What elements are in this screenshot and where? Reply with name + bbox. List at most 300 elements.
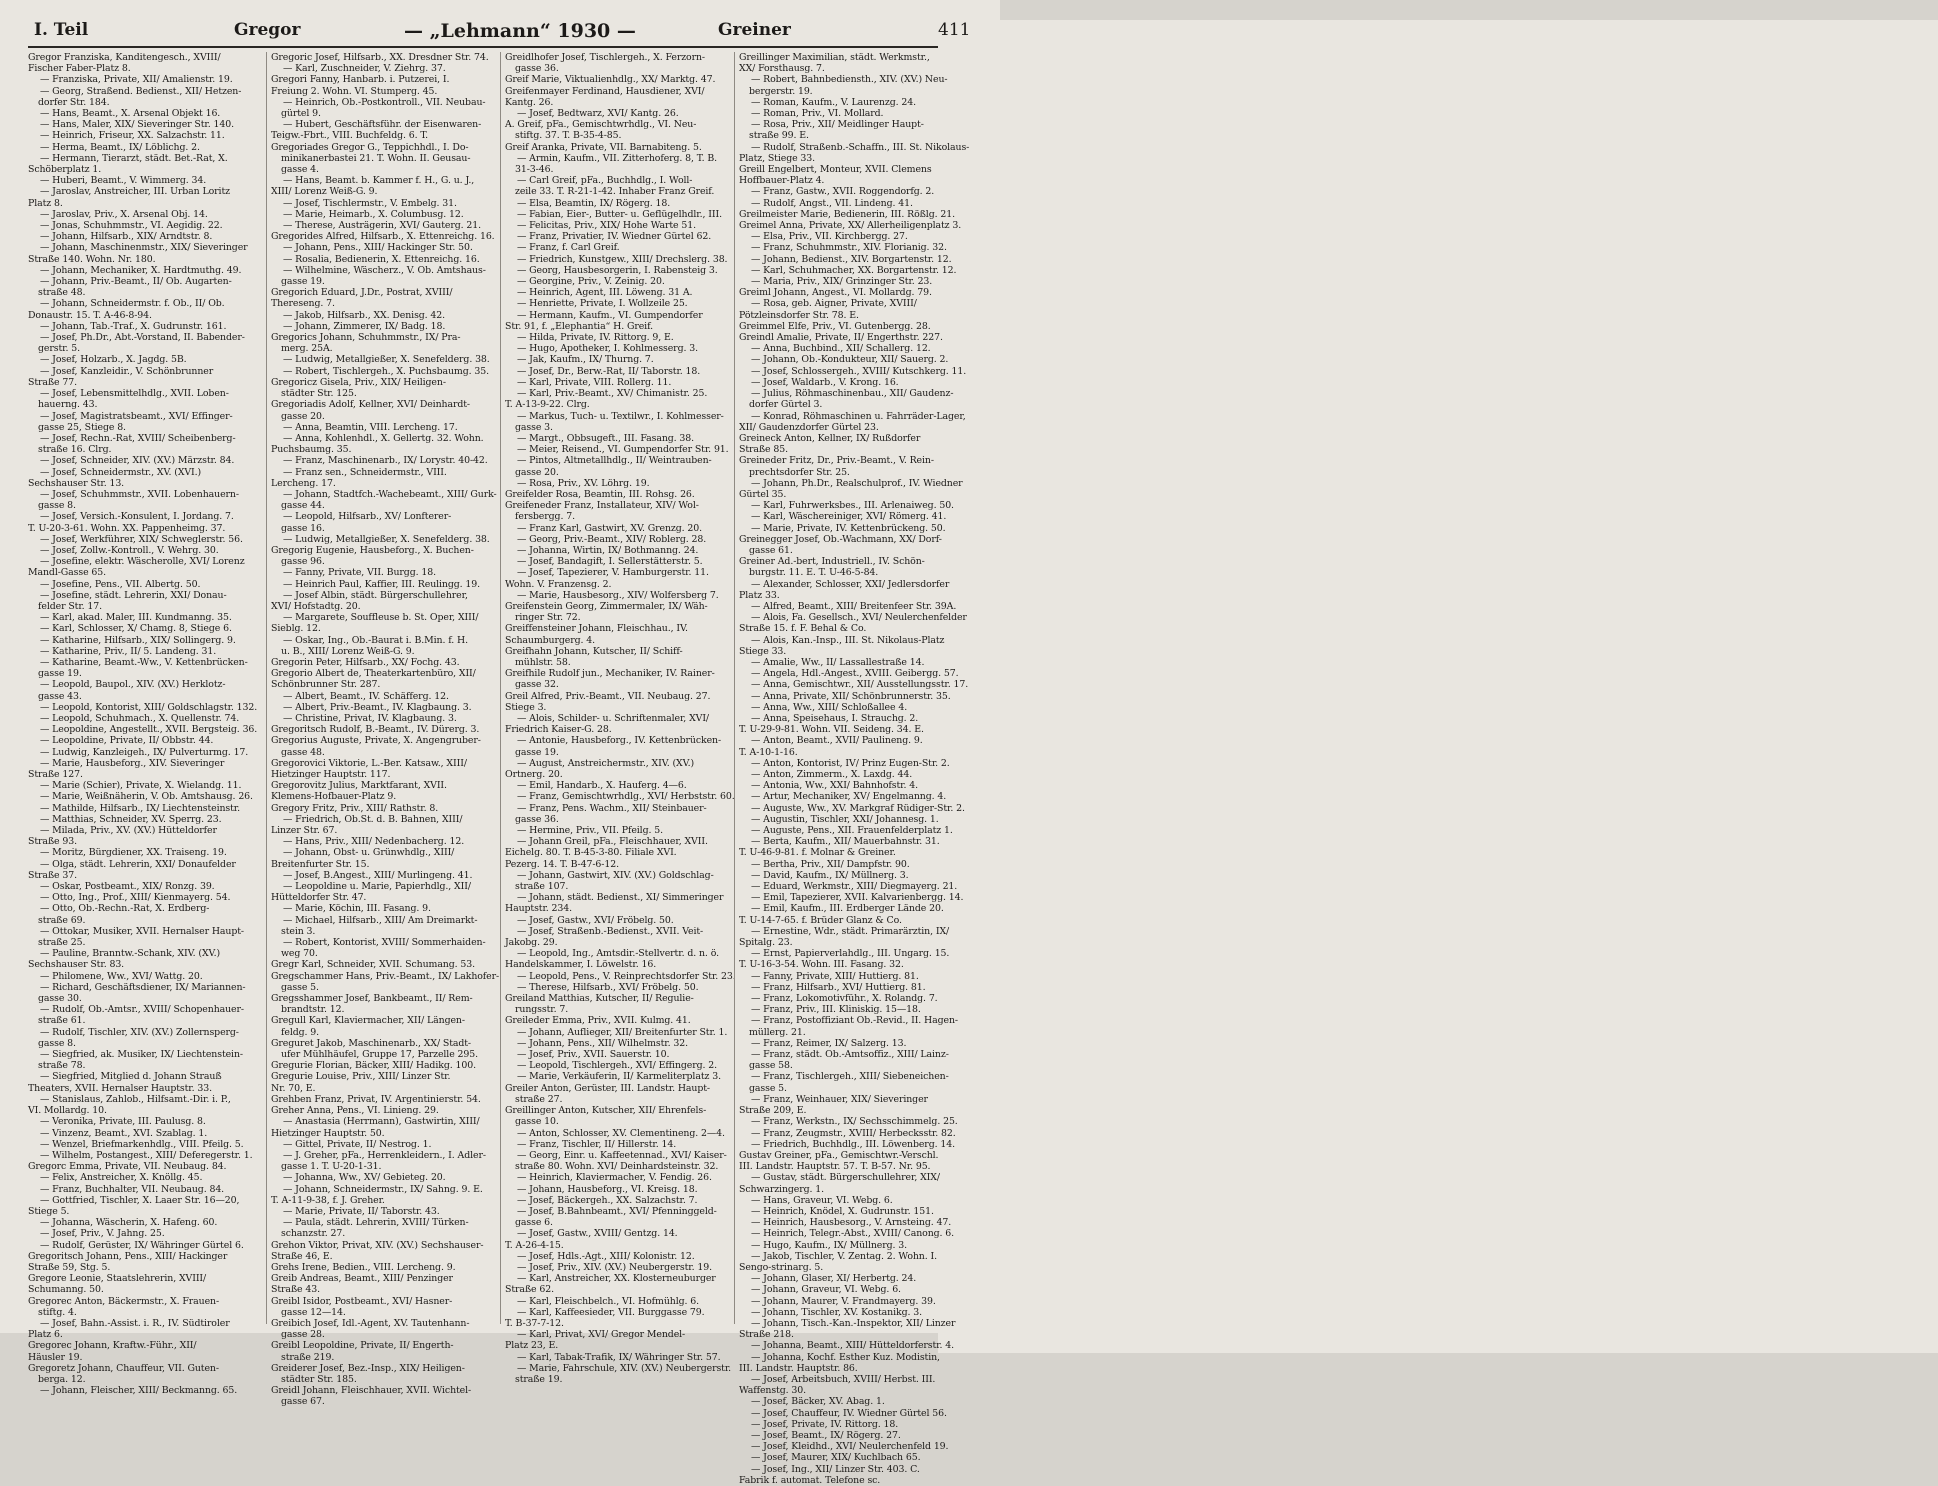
directory-entry-line: — Franz, f. Carl Greif.	[517, 242, 620, 254]
directory-entry-line: — Rudolf, Ob.-Amtsr., XVIII/ Schopenhauer-	[40, 1004, 244, 1016]
directory-entry-line: — Karl, Schlosser, X/ Chamg. 8, Stiege 6.	[40, 623, 232, 635]
directory-entry-line: — Josef, Versich.-Konsulent, I. Jordang. 7.	[40, 511, 234, 523]
directory-entry-line: gasse 25, Stiege 8.	[38, 421, 126, 433]
directory-entry-line: — Leopold, Pens., V. Reinprechtsdorfer Str. 23.	[517, 970, 736, 982]
directory-entry-line: Gregull Karl, Klaviermacher, XII/ Längen-	[271, 1015, 465, 1027]
header-publication-title: — „Lehmann“ 1930 —	[404, 20, 636, 42]
directory-entry-line: — Ludwig, Metallgießer, X. Senefelderg. 38.	[283, 354, 490, 366]
directory-entry-line: — Johann, Obst- u. Grünwhdlg., XIII/	[283, 847, 455, 859]
directory-entry-line: gasse 48.	[281, 746, 325, 758]
directory-entry-line: — Gustav, städt. Bürgerschullehrer, XIX/	[751, 1172, 940, 1184]
directory-entry-line: — Leopold, Baupol., XIV. (XV.) Herklotz-	[40, 679, 226, 691]
directory-entry-line: Gregorovitz Julius, Marktfarant, XVII.	[271, 780, 447, 792]
directory-entry-line: gasse 8.	[38, 1037, 76, 1049]
directory-entry-line: — Felicitas, Priv., XIX/ Hohe Warte 51.	[517, 220, 696, 232]
directory-entry-line: gasse 44.	[281, 500, 325, 512]
directory-entry-line: — Josef, Maurer, XIX/ Kuchlbach 65.	[751, 1452, 921, 1464]
directory-entry-line: — Fanny, Private, XIII/ Huttierg. 81.	[751, 970, 919, 982]
directory-entry-line: — Heinrich, Knödel, X. Gudrunstr. 151.	[751, 1205, 934, 1217]
directory-entry-line: — Antonie, Hausbeforg., IV. Kettenbrücken-	[517, 735, 722, 747]
directory-entry-line: Greher Anna, Pens., VI. Linieng. 29.	[271, 1105, 439, 1117]
directory-entry-line: rungsstr. 7.	[515, 1004, 569, 1016]
directory-entry-line: Gregorig Eugenie, Hausbeforg., X. Buchen-	[271, 544, 474, 556]
directory-entry-line: — J. Greher, pFa., Herrenkleidern., I. Adler-	[283, 1149, 486, 1161]
directory-entry-line: — Marie, Heimarb., X. Columbusg. 12.	[283, 208, 464, 220]
directory-entry-line: — Marie, Private, II/ Taborstr. 43.	[283, 1205, 440, 1217]
directory-entry-line: fersbergg. 7.	[515, 511, 575, 523]
directory-entry-line: dorfer Str. 184.	[38, 96, 110, 108]
directory-entry-line: — Josef, Priv., XIV. (XV.) Neubergerstr. 19.	[517, 1261, 713, 1273]
directory-entry-line: — Josef, Tapezierer, V. Hamburgerstr. 11.	[517, 567, 709, 579]
directory-entry-line: — Therese, Hilfsarb., XVI/ Fröbelg. 50.	[517, 981, 699, 993]
directory-entry-line: Greineder Fritz, Dr., Priv.-Beamt., V. Rein-	[739, 455, 934, 467]
directory-entry-line: Greiland Matthias, Kutscher, II/ Regulie-	[505, 993, 694, 1005]
directory-entry-line: — Karl, Schuhmacher, XX. Borgartenstr. 12.	[751, 264, 957, 276]
directory-entry-line: — Jonas, Schuhmmstr., VI. Aegidig. 22.	[40, 220, 223, 232]
directory-entry-line: Greifhile Rudolf jun., Mechaniker, IV. Rainer-	[505, 668, 715, 680]
directory-entry-line: — Hubert, Geschäftsführ. der Eisenwaren-	[283, 119, 482, 131]
directory-entry-line: — Veronika, Private, III. Paulusg. 8.	[40, 1116, 206, 1128]
directory-entry-line: — Pintos, Altmetallhdlg., II/ Weintrauben-	[517, 455, 712, 467]
directory-entry-line: Gregurie Florian, Bäcker, XIII/ Hadikg. 100.	[271, 1060, 476, 1072]
directory-entry-line: — Josef, Schneider, XIV. (XV.) Märzstr. 84.	[40, 455, 235, 467]
directory-entry-line: gasse 4.	[281, 164, 319, 176]
directory-entry-line: Hoffbauer-Platz 4.	[739, 175, 825, 187]
directory-entry-line: — Rudolf, Straßenb.-Schaffn., III. St. Nikolaus-	[751, 141, 970, 153]
directory-entry-line: Spitalg. 23.	[739, 937, 793, 949]
directory-entry-line: berga. 12.	[38, 1373, 86, 1385]
directory-entry-line: Greidlhofer Josef, Tischlergeh., X. Ferzorn-	[505, 52, 705, 63]
directory-entry-line: Greillinger Maximilian, städt. Werkmstr.,	[739, 52, 930, 63]
directory-entry-line: — Friedrich, Kunstgew., XIII/ Drechslerg. 38.	[517, 253, 728, 265]
directory-entry-line: — Josef, Bandagift, I. Sellerstätterstr. 5.	[517, 556, 703, 568]
directory-entry-line: — Franz Karl, Gastwirt, XV. Grenzg. 20.	[517, 522, 703, 534]
directory-entry-line: — Franz, Buchhalter, VII. Neubaug. 84.	[40, 1183, 225, 1195]
directory-entry-line: — Mathilde, Hilfsarb., IX/ Liechtensteinstr.	[40, 802, 241, 814]
directory-entry-line: — Richard, Geschäftsdiener, IX/ Mariannen-	[40, 981, 246, 993]
directory-entry-line: Handelskammer, I. Löwelstr. 16.	[505, 959, 657, 971]
directory-entry-line: Gregorin Peter, Hilfsarb., XX/ Fochg. 43.	[271, 656, 460, 668]
directory-entry-line: gasse 30.	[38, 993, 82, 1005]
directory-entry-line: — Johann, Priv.-Beamt., II/ Ob. Augarten-	[40, 276, 232, 288]
directory-entry-line: Schumanng. 50.	[28, 1284, 104, 1296]
directory-entry-line: Greibich Josef, Idl.-Agent, XV. Tautenhann-	[271, 1317, 470, 1329]
directory-entry-line: — Josef, Waldarb., V. Krong. 16.	[751, 376, 899, 388]
directory-entry-line: — Josef, Bedtwarz, XVI/ Kantg. 26.	[517, 108, 679, 120]
directory-entry-line: — Hilda, Private, IV. Rittorg. 9, E.	[517, 332, 674, 344]
directory-entry-line: — Johann, Zimmerer, IX/ Badg. 18.	[283, 320, 446, 332]
directory-entry-line: — Roman, Priv., VI. Mollard.	[751, 108, 884, 120]
directory-entry-line: — Matthias, Schneider, XV. Sperrg. 23.	[40, 813, 222, 825]
directory-entry-line: — Franz, Priv., III. Kliniskig. 15—18.	[751, 1004, 921, 1016]
directory-entry-line: — Johann, Fleischer, XIII/ Beckmanng. 65.	[40, 1385, 238, 1397]
directory-entry-line: Gregoritsch Johann, Pens., XIII/ Hackinger	[28, 1250, 228, 1262]
directory-entry-line: VI. Mollardg. 10.	[28, 1105, 107, 1117]
directory-entry-line: Schönbrunner Str. 287.	[271, 679, 381, 691]
directory-entry-line: — Heinrich Paul, Kaffier, III. Reulingg. 19.	[283, 578, 481, 590]
header-last-name: Greiner	[718, 20, 791, 40]
directory-entry-line: — Josefine, Pens., VII. Albertg. 50.	[40, 578, 201, 590]
directory-entry-line: — Johann, Maschinenmstr., XIX/ Sieveringer	[40, 242, 248, 254]
directory-entry-line: gasse 19.	[515, 746, 559, 758]
directory-entry-line: — Franz, Hilfsarb., XVI/ Huttierg. 81.	[751, 981, 926, 993]
directory-entry-line: gasse 20.	[515, 466, 559, 478]
directory-entry-line: — Josef, Priv., V. Jahng. 25.	[40, 1228, 165, 1240]
directory-entry-line: — Ernestine, Wdr., städt. Primarärztin, IX/	[751, 925, 950, 937]
directory-entry-line: — Konrad, Röhmaschinen u. Fahrräder-Lager,	[751, 410, 966, 422]
directory-entry-line: ufer Mühlhäufel, Gruppe 17, Parzelle 295.	[281, 1049, 479, 1061]
directory-entry-line: Greindl Amalie, Private, II/ Engerthstr. 227.	[739, 332, 943, 344]
directory-entry-line: Gregr Karl, Schneider, XVII. Schumang. 53.	[271, 959, 476, 971]
directory-entry-line: gasse 12—14.	[281, 1306, 346, 1318]
directory-entry-line: — Carl Greif, pFa., Buchhdlg., I. Woll-	[517, 175, 693, 187]
directory-entry-line: Grehben Franz, Privat, IV. Argentinierstr. 54.	[271, 1093, 481, 1105]
directory-entry-line: Gregoriades Gregor G., Teppichhdl., I. Do-	[271, 141, 469, 153]
directory-entry-line: — Johann, Tab.-Traf., X. Gudrunstr. 161.	[40, 320, 227, 332]
directory-entry-line: — Georgine, Priv., V. Zeinig. 20.	[517, 276, 665, 288]
directory-entry-line: Straße 77.	[28, 376, 77, 388]
directory-entry-line: Gregorec Anton, Bäckermstr., X. Frauen-	[28, 1295, 220, 1307]
directory-entry-line: straße 19.	[515, 1373, 563, 1385]
directory-entry-line: Freiung 2. Wohn. VI. Stumperg. 45.	[271, 85, 438, 97]
directory-entry-line: — Josef, Tischlermstr., V. Embelg. 31.	[283, 197, 457, 209]
directory-entry-line: Straße 218.	[739, 1329, 794, 1341]
directory-entry-line: — Heinrich, Telegr.-Abst., XVIII/ Canong. 6.	[751, 1228, 955, 1240]
directory-entry-line: Sechshauser Str. 83.	[28, 959, 125, 971]
directory-entry-line: — Friedrich, Ob.St. d. B. Bahnen, XIII/	[283, 813, 463, 825]
directory-entry-line: Straße 93.	[28, 836, 77, 848]
directory-entry-line: — Josef, Zollw.-Kontroll., V. Wehrg. 30.	[40, 544, 219, 556]
directory-entry-line: mühlstr. 58.	[515, 656, 571, 668]
directory-entry-line: gasse 3.	[515, 421, 553, 433]
header-first-name: Gregor	[234, 20, 301, 40]
directory-entry-line: u. B., XIII/ Lorenz Weiß-G. 9.	[281, 645, 415, 657]
directory-entry-line: Greiner Ad.-bert, Industriell., IV. Schön-	[739, 556, 925, 568]
directory-entry-line: Greifelder Rosa, Beamtin, III. Rohsg. 26.	[505, 488, 695, 500]
directory-entry-line: — Henriette, Private, I. Wollzeile 25.	[517, 298, 688, 310]
directory-entry-line: Greinegger Josef, Ob.-Wachmann, XX/ Dorf-	[739, 533, 942, 545]
directory-entry-line: — Milada, Priv., XV. (XV.) Hütteldorfer	[40, 825, 217, 837]
directory-entry-line: — Huberi, Beamt., V. Wimmerg. 34.	[40, 175, 207, 187]
directory-entry-line: Pötzleinsdorfer Str. 78. E.	[739, 309, 859, 321]
directory-entry-line: Straße 140. Wohn. Nr. 180.	[28, 253, 156, 265]
directory-entry-line: gasse 67.	[281, 1396, 325, 1408]
directory-entry-line: Jakobg. 29.	[505, 937, 558, 949]
directory-entry-line: Sechshauser Str. 13.	[28, 477, 125, 489]
directory-entry-line: straße 61.	[38, 1015, 86, 1027]
directory-entry-line: prechtsdorfer Str. 25.	[749, 466, 850, 478]
directory-entry-line: T. B-37-7-12.	[505, 1317, 564, 1329]
directory-entry-line: — Marie, Private, IV. Kettenbrückeng. 50.	[751, 522, 946, 534]
directory-entry-line: minikanerbastei 21. T. Wohn. II. Geusau-	[281, 152, 471, 164]
directory-entry-line: — Jaroslav, Anstreicher, III. Urban Loritz	[40, 186, 230, 198]
directory-entry-line: XIII/ Lorenz Weiß-G. 9.	[271, 186, 378, 198]
directory-entry-line: gasse 96.	[281, 556, 325, 568]
directory-entry-line: T. U-46-9-81. f. Molnar & Greiner.	[739, 847, 896, 859]
directory-entry-line: gasse 61.	[749, 544, 793, 556]
directory-entry-line: gerstr. 5.	[38, 343, 80, 355]
directory-entry-line: Klemens-Hofbauer-Platz 9.	[271, 791, 397, 803]
directory-entry-line: — Roman, Kaufm., V. Laurenzg. 24.	[751, 96, 916, 108]
directory-entry-line: — Franz, Schuhmmstr., XIV. Florianig. 32.	[751, 242, 947, 254]
directory-entry-line: — Johann, Bedienst., XIV. Borgartenstr. 12.	[751, 253, 952, 265]
directory-entry-line: stein 3.	[281, 925, 316, 937]
directory-entry-line: — Franz, Gastw., XVII. Roggendorfg. 2.	[751, 186, 935, 198]
directory-entry-line: Greil Alfred, Priv.-Beamt., VII. Neubaug. 27.	[505, 690, 711, 702]
directory-entry-line: straße 219.	[281, 1351, 335, 1363]
directory-entry-line: Grehon Viktor, Privat, XIV. (XV.) Sechshauser-	[271, 1239, 484, 1251]
directory-entry-line: — Therese, Austrägerin, XVI/ Gauterg. 21.	[283, 220, 481, 232]
directory-entry-line: Gregore Leonie, Staatslehrerin, XVIII/	[28, 1273, 207, 1285]
directory-entry-line: gasse 28.	[281, 1329, 325, 1341]
directory-column-1	[28, 52, 258, 1397]
directory-entry-line: — Ludwig, Metallgießer, X. Senefelderg. 38.	[283, 533, 490, 545]
directory-entry-line: — Marie, Hausbesorg., XIV/ Wolfersberg 7.	[517, 589, 719, 601]
directory-entry-line: Hietzinger Hauptstr. 50.	[271, 1127, 385, 1139]
directory-entry-line: Gregor Franziska, Kanditengesch., XVIII/	[28, 52, 221, 63]
directory-entry-line: — Johanna, Wäscherin, X. Hafeng. 60.	[40, 1217, 218, 1229]
directory-entry-line: Stiege 5.	[28, 1205, 70, 1217]
directory-entry-line: — Anton, Kontorist, IV/ Prinz Eugen-Str. 2.	[751, 757, 950, 769]
directory-entry-line: — Leopoldine, Private, II/ Obbstr. 44.	[40, 735, 214, 747]
directory-entry-line: Fabrik f. automat. Telefone sc.	[739, 1474, 881, 1486]
directory-entry-line: Gregsshammer Josef, Bankbeamt., II/ Rem-	[271, 993, 473, 1005]
directory-entry-line: — Franz, Werkstn., IX/ Sechsschimmelg. 25.	[751, 1116, 958, 1128]
directory-entry-line: Sieblg. 12.	[271, 623, 321, 635]
directory-entry-line: — Rosa, Priv., XII/ Meidlinger Haupt-	[751, 119, 924, 131]
directory-entry-line: T. U-20-3-61. Wohn. XX. Pappenheimg. 37.	[28, 522, 226, 534]
directory-entry-line: Fischer Faber-Platz 8.	[28, 63, 131, 75]
directory-entry-line: — Anna, Speisehaus, I. Strauchg. 2.	[751, 712, 919, 724]
page-header	[28, 18, 972, 48]
directory-entry-line: — Johann, Graveur, VI. Webg. 6.	[751, 1284, 901, 1296]
directory-entry-line: gürtel 9.	[281, 108, 321, 120]
directory-entry-line: merg. 25A.	[281, 343, 333, 355]
directory-entry-line: — Josef, Ph.Dr., Abt.-Vorstand, II. Babender-	[40, 332, 245, 344]
directory-entry-line: müllerg. 21.	[749, 1026, 806, 1038]
directory-entry-line: T. A-11-9-38, f. J. Greher.	[271, 1194, 385, 1206]
directory-entry-line: — Franz, Postoffiziant Ob.-Revid., II. Hagen-	[751, 1015, 958, 1027]
directory-entry-line: Greiffensteiner Johann, Fleischhau., IV.	[505, 623, 688, 635]
directory-entry-line: — Robert, Tischlergeh., X. Puchsbaumg. 35.	[283, 365, 489, 377]
directory-entry-line: Gürtel 35.	[739, 488, 787, 500]
directory-entry-line: — Franz, Tischler, II/ Hillerstr. 14.	[517, 1138, 677, 1150]
directory-entry-line: Friedrich Kaiser-G. 28.	[505, 724, 612, 736]
directory-entry-line: — Johann, Auflieger, XII/ Breitenfurter Str. 1.	[517, 1026, 728, 1038]
directory-entry-line: — Franz, Reimer, IX/ Salzerg. 13.	[751, 1037, 907, 1049]
directory-entry-line: — Julius, Röhmaschinenbau., XII/ Gaudenz-	[751, 388, 954, 400]
directory-entry-line: — Johann, Schneidermstr. f. Ob., II/ Ob.	[40, 298, 225, 310]
directory-entry-line: — Franz, städt. Ob.-Amtsoffiz., XIII/ Lainz-	[751, 1049, 949, 1061]
directory-entry-line: schanzstr. 27.	[281, 1228, 346, 1240]
directory-entry-line: Platz 6.	[28, 1329, 63, 1341]
directory-entry-line: Greifeneder Franz, Installateur, XIV/ Wol-	[505, 500, 699, 512]
directory-entry-line: — Franz, Lokomotivführ., X. Rolandg. 7.	[751, 993, 938, 1005]
directory-entry-line: Greif Marie, Viktualienhdlg., XX/ Marktg. 47.	[505, 74, 716, 86]
directory-entry-line: — Anna, Beamtin, VIII. Lercheng. 17.	[283, 421, 458, 433]
page-number: 411	[938, 20, 1938, 1353]
directory-entry-line: — Rudolf, Gerüster, IX/ Währinger Gürtel 6.	[40, 1239, 244, 1251]
directory-entry-line: — Josef, Arbeitsbuch, XVIII/ Herbst. III.	[751, 1373, 936, 1385]
directory-entry-line: — Oskar, Postbeamt., XIX/ Ronzg. 39.	[40, 881, 215, 893]
directory-entry-line: — Hans, Beamt., X. Arsenal Objekt 16.	[40, 108, 221, 120]
directory-entry-line: — Josef, Rechn.-Rat, XVIII/ Scheibenberg-	[40, 432, 236, 444]
directory-entry-line: T. U-29-9-81. Wohn. VII. Seideng. 34. E.	[739, 724, 924, 736]
directory-entry-line: — Marie, Weißnäherin, V. Ob. Amtshausg. 26.	[40, 791, 253, 803]
directory-entry-line: Greifhahn Johann, Kutscher, II/ Schiff-	[505, 645, 683, 657]
directory-entry-line: stiftg. 4.	[38, 1306, 77, 1318]
directory-entry-line: — Franz, Privatier, IV. Wiedner Gürtel 62.	[517, 231, 712, 243]
directory-entry-line: — Johann, Stadtfch.-Wachebeamt., XIII/ Gurk-	[283, 488, 497, 500]
directory-entry-line: Greiderer Josef, Bez.-Insp., XIX/ Heiligen-	[271, 1362, 465, 1374]
directory-entry-line: — Vinzenz, Beamt., XVI. Szablag. 1.	[40, 1127, 208, 1139]
directory-entry-line: Hietzinger Hauptstr. 117.	[271, 769, 391, 780]
directory-entry-line: — Felix, Anstreicher, X. Knöllg. 45.	[40, 1172, 203, 1184]
directory-entry-line: Sengo-strinarg. 5.	[739, 1261, 824, 1273]
directory-entry-line: Gregoretz Johann, Chauffeur, VII. Guten-	[28, 1362, 219, 1374]
directory-entry-line: — Johanna, Beamt., XIII/ Hütteldorferstr. 4.	[751, 1340, 955, 1352]
directory-entry-line: — Johann, Tisch.-Kan.-Inspektor, XII/ Linzer	[751, 1317, 956, 1329]
directory-entry-line: — Alois, Fa. Gesellsch., XVI/ Neulerchenfelder	[751, 612, 967, 624]
directory-entry-line: — Anton, Schlosser, XV. Clementineng. 2—4.	[517, 1127, 725, 1139]
directory-entry-line: — Josef, Private, IV. Rittorg. 18.	[751, 1418, 899, 1430]
section-label: I. Teil	[34, 20, 89, 40]
directory-entry-line: Wohn. V. Franzensg. 2.	[505, 578, 612, 590]
directory-entry-line: gasse 36.	[515, 813, 559, 825]
directory-entry-line: — Rosa, geb. Aigner, Private, XVIII/	[751, 298, 917, 310]
directory-entry-line: — Johanna, Kochf. Esther Kuz. Modistin,	[751, 1351, 940, 1363]
directory-entry-line: Straße 43.	[271, 1284, 320, 1296]
directory-entry-line: ringer Str. 72.	[515, 612, 581, 624]
directory-entry-line: — Katharine, Hilfsarb., XIX/ Sollingerg. 9.	[40, 634, 236, 646]
directory-entry-line: Kantg. 26.	[505, 96, 554, 108]
directory-entry-line: — Josef, Holzarb., X. Jagdg. 5B.	[40, 354, 187, 366]
directory-entry-line: straße 25.	[38, 937, 86, 949]
directory-entry-line: — Heinrich, Ob.-Postkontroll., VII. Neubau-	[283, 96, 486, 108]
directory-entry-line: — Margt., Obbsugeft., III. Fasang. 38.	[517, 432, 695, 444]
directory-entry-line: Hütteldorfer Str. 47.	[271, 892, 367, 904]
directory-entry-line: — Johann, Pens., XII/ Wilhelmstr. 32.	[517, 1037, 689, 1049]
directory-entry-line: — Philomene, Ww., XVI/ Wattg. 20.	[40, 970, 203, 982]
directory-entry-line: — Anton, Zimmerm., X. Laxdg. 44.	[751, 769, 913, 780]
directory-entry-line: — Karl, Zuschneider, V. Ziehrg. 37.	[283, 63, 446, 75]
directory-entry-line: gasse 5.	[749, 1082, 787, 1094]
directory-entry-line: — Karl, Fleischbelch., VI. Hofmühlg. 6.	[517, 1295, 700, 1307]
directory-entry-line: burgstr. 11. E. T. U-46-5-84.	[749, 567, 879, 579]
directory-entry-line: Straße 85.	[739, 444, 788, 456]
directory-entry-line: — Angela, Hdl.-Angest., XVIII. Geibergg. 57.	[751, 668, 959, 680]
directory-entry-line: — Karl, Private, VIII. Rollerg. 11.	[517, 376, 672, 388]
directory-entry-line: — Johann, Glaser, XI/ Herbertg. 24.	[751, 1273, 917, 1285]
directory-entry-line: — Anna, Private, XII/ Schönbrunnerstr. 35.	[751, 690, 951, 702]
directory-entry-line: — Elsa, Beamtin, IX/ Rögerg. 18.	[517, 197, 671, 209]
directory-entry-line: — Jakob, Tischler, V. Zentag. 2. Wohn. I.	[751, 1250, 937, 1262]
directory-entry-line: — Josef, Werkführer, XIX/ Schweglerstr. 56.	[40, 533, 243, 545]
directory-entry-line: — Johann, Schneidermstr., IX/ Sahng. 9. E.	[283, 1183, 483, 1195]
directory-entry-line: — Josef, Schuhmmstr., XVII. Lobenhauern-	[40, 488, 239, 500]
directory-entry-line: — Ludwig, Kanzleigeh., IX/ Pulverturmg. 17.	[40, 746, 249, 758]
directory-entry-line: felder Str. 17.	[38, 600, 103, 612]
directory-entry-line: — Josef, Dr., Berw.-Rat, II/ Taborstr. 18.	[517, 365, 701, 377]
directory-entry-line: — Emil, Tapezierer, XVII. Kalvarienbergg. 14.	[751, 892, 964, 904]
directory-entry-line: — Ottokar, Musiker, XVII. Hernalser Haupt-	[40, 925, 244, 937]
directory-entry-line: Gregoricz Gisela, Priv., XIX/ Heiligen-	[271, 376, 446, 388]
directory-entry-line: stiftg. 37. T. B-35-4-85.	[515, 130, 622, 142]
directory-entry-line: T. U-16-3-54. Wohn. III. Fasang. 32.	[739, 959, 904, 971]
directory-entry-line: — Marie, Köchin, III. Fasang. 9.	[283, 903, 431, 915]
directory-entry-line: — Josef, Lebensmittelhdlg., XVII. Loben-	[40, 388, 229, 400]
directory-entry-line: gasse 1. T. U-20-1-31.	[281, 1161, 382, 1173]
directory-entry-line: — Josef, Bäckergeh., XX. Salzachstr. 7.	[517, 1194, 698, 1206]
directory-entry-line: städter Str. 125.	[281, 388, 357, 400]
directory-entry-line: Greibl Leopoldine, Private, II/ Engerth-	[271, 1340, 454, 1352]
directory-entry-line: gasse 43.	[38, 690, 82, 702]
directory-entry-line: — Wenzel, Briefmarkenhdlg., VIII. Pfeilg. 5.	[40, 1138, 244, 1150]
directory-entry-line: — Georg, Einr. u. Kaffeetennad., XVI/ Kaiser-	[517, 1149, 727, 1161]
directory-entry-line: — Artur, Mechaniker, XV/ Engelmanng. 4.	[751, 791, 947, 803]
directory-entry-line: — Johann, Ob.-Kondukteur, XII/ Sauerg. 2.	[751, 354, 949, 366]
directory-entry-line: Gregori Fanny, Hanbarb. i. Putzerei, I.	[271, 74, 450, 86]
directory-entry-line: — Johann, Gastwirt, XIV. (XV.) Goldschlag-	[517, 869, 714, 881]
directory-entry-line: Gregorich Eduard, J.Dr., Postrat, XVIII/	[271, 287, 453, 299]
directory-entry-line: — Georg, Straßend. Bedienst., XII/ Hetzen-	[40, 85, 242, 97]
directory-entry-line: — Fanny, Private, VII. Burgg. 18.	[283, 567, 436, 579]
directory-entry-line: Grehs Irene, Bedien., VIII. Lercheng. 9.	[271, 1261, 456, 1273]
directory-entry-line: Greifenstein Georg, Zimmermaler, IX/ Wäh-	[505, 600, 708, 612]
directory-entry-line: — Johann, Maurer, V. Frandmayerg. 39.	[751, 1295, 936, 1307]
directory-entry-line: — Leopoldine, Angestellt., XVII. Bergsteig. 36.	[40, 724, 258, 736]
directory-entry-line: Greibl Isidor, Postbeamt., XVI/ Hasner-	[271, 1295, 453, 1307]
directory-entry-line: — Gittel, Private, II/ Nestrog. 1.	[283, 1138, 432, 1150]
directory-entry-line: Gregoriadis Adolf, Kellner, XVI/ Deinhardt-	[271, 399, 470, 411]
directory-entry-line: — Otto, Ob.-Rechn.-Rat, X. Erdberg-	[40, 903, 210, 915]
directory-entry-line: — Paula, städt. Lehrerin, XVIII/ Türken-	[283, 1217, 469, 1229]
directory-entry-line: — Anna, Kohlenhdl., X. Gellertg. 32. Wohn.	[283, 432, 484, 444]
directory-entry-line: Gregorics Johann, Schuhmmstr., IX/ Pra-	[271, 332, 461, 344]
directory-entry-line: — Alexander, Schlosser, XXI/ Jedlersdorfer	[751, 578, 950, 590]
directory-column-4	[734, 52, 973, 1486]
directory-entry-line: — Leopold, Schuhmach., X. Quellenstr. 74.	[40, 712, 240, 724]
directory-entry-line: T. U-14-7-65. f. Brüder Glanz & Co.	[739, 914, 902, 926]
directory-entry-line: Greiml Johann, Angest., VI. Mollardg. 79.	[739, 287, 932, 299]
directory-entry-line: gasse 10.	[515, 1116, 559, 1128]
directory-entry-line: gasse 58.	[749, 1060, 793, 1072]
directory-entry-line: — Karl, Fuhrwerksbes., III. Arlenaiweg. 50.	[751, 500, 954, 512]
directory-entry-line: — Hans, Priv., XIII/ Nedenbacherg. 12.	[283, 836, 465, 848]
directory-entry-line: — Wilhelm, Postangest., XIII/ Deferegerstr. 1.	[40, 1149, 253, 1161]
directory-entry-line: — Marie, Fahrschule, XIV. (XV.) Neubergerstr.	[517, 1362, 732, 1374]
directory-entry-line: Str. 91, f. „Elephantia“ H. Greif.	[505, 320, 653, 332]
directory-entry-line: gasse 19.	[38, 668, 82, 680]
directory-entry-line: Gregorovici Viktorie, L.-Ber. Katsaw., XIII/	[271, 757, 467, 769]
directory-entry-line: XII/ Gaudenzdorfer Gürtel 23.	[739, 421, 879, 433]
directory-entry-line: Häusler 19.	[28, 1351, 83, 1363]
directory-entry-line: gasse 8.	[38, 500, 76, 512]
directory-entry-line: Straße 59, Stg. 5.	[28, 1261, 111, 1273]
directory-entry-line: — Josef Albin, städt. Bürgerschullehrer,	[283, 589, 468, 601]
directory-entry-line: Platz, Stiege 33.	[739, 152, 816, 164]
directory-entry-line: — Heinrich, Hausbesorg., V. Arnsteing. 47.	[751, 1217, 952, 1229]
directory-entry-line: Greineck Anton, Kellner, IX/ Rußdorfer	[739, 432, 921, 444]
directory-entry-line: — Margarete, Souffleuse b. St. Oper, XIII/	[283, 612, 479, 624]
directory-entry-line: dorfer Gürtel 3.	[749, 399, 823, 411]
directory-entry-line: — Bertha, Priv., XII/ Dampfstr. 90.	[751, 858, 910, 870]
directory-entry-line: — Anastasia (Herrmann), Gastwirtin, XIII/	[283, 1116, 480, 1128]
directory-entry-line: — Jaroslav, Priv., X. Arsenal Obj. 14.	[40, 208, 208, 220]
directory-entry-line: — Heinrich, Agent, III. Löweng. 31 A.	[517, 287, 693, 299]
directory-entry-line: T. A-10-1-16.	[739, 746, 798, 758]
directory-entry-line: — Franz, Gemischtwrhdlg., XVI/ Herbststr. 60.	[517, 791, 735, 803]
